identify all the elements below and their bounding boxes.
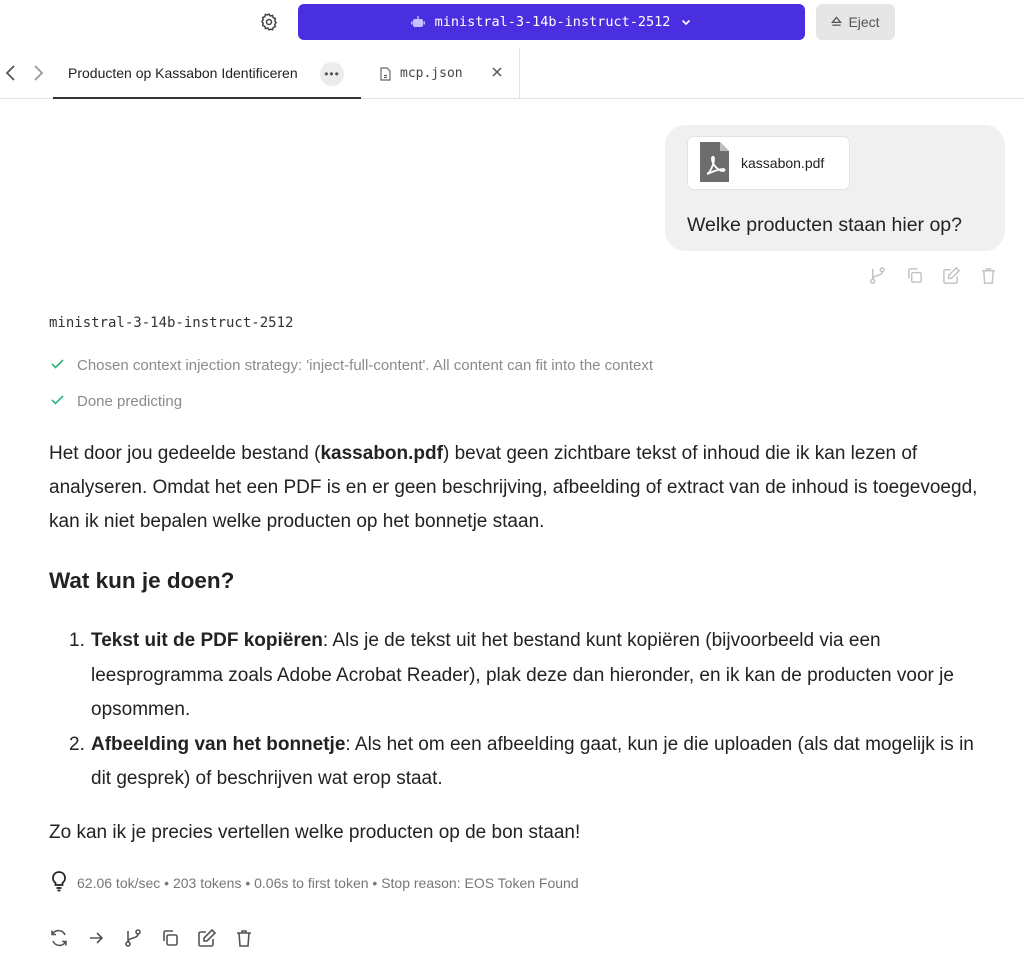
generation-stats — [50, 870, 579, 895]
copy-icon[interactable] — [905, 266, 924, 290]
branch-icon[interactable] — [123, 928, 143, 953]
user-message-actions — [868, 266, 998, 290]
status-step — [50, 392, 182, 411]
eject-button[interactable] — [816, 4, 895, 40]
close-icon[interactable] — [490, 65, 504, 79]
eject-label: Eject — [848, 14, 880, 30]
forward-arrow-icon[interactable] — [31, 64, 45, 82]
filename-bold: kassabon.pdf — [320, 443, 443, 464]
list-item — [49, 728, 989, 797]
attachment-name: kassabon.pdf — [741, 155, 825, 171]
check-icon — [50, 392, 65, 411]
list-item-text: : Als je de tekst uit het bestand kunt kopiëren (bijvoorbeeld via een leesprogramma zoals Adobe Acrobat Reader), plak deze dan hieronder, en ik kan de producten voor je opsommen. — [91, 630, 954, 720]
status-step — [50, 356, 653, 375]
branch-icon[interactable] — [868, 266, 887, 290]
status-text: Chosen context injection strategy: 'inject-full-content'. All content can fit into the context — [77, 357, 654, 374]
answer-closing: Zo kan ik je precies vertellen welke producten op de bon staan! — [49, 822, 581, 843]
regenerate-icon[interactable] — [49, 928, 69, 953]
check-icon — [50, 356, 65, 375]
tab-bar — [0, 48, 1024, 99]
pdf-icon — [698, 141, 731, 186]
list-item-text: : Als het om een afbeelding gaat, kun je die uploaden (als dat mogelijk is in dit gesprek) of beschrijven wat erop staat. — [91, 733, 974, 789]
answer-text: ) bevat geen zichtbare tekst of inhoud die ik kan lezen of analyseren. Omdat het een PDF is en er geen beschrijving, afbeelding of extract van de inhoud is toegevoegd, kan ik niet bepalen welke producten op het bonnetje staan. — [49, 443, 978, 532]
tab-mcp-json[interactable] — [362, 48, 520, 99]
model-selector-label: ministral-3-14b-instruct-2512 — [434, 14, 671, 30]
suggestion-list — [49, 624, 989, 797]
gear-icon[interactable] — [259, 12, 279, 32]
attachment-card[interactable] — [687, 136, 850, 190]
tab-chat[interactable] — [53, 48, 361, 99]
status-text: Done predicting — [77, 393, 183, 410]
tab-label: Producten op Kassabon Identificeren — [68, 64, 298, 81]
answer-heading: Wat kun je doen? — [49, 568, 235, 593]
list-number: 2. — [69, 733, 85, 755]
list-item-title: Tekst uit de PDF kopiëren — [91, 630, 323, 651]
chevron-down-icon — [680, 16, 692, 28]
model-selector-button[interactable] — [298, 4, 805, 40]
user-message-bubble — [665, 125, 1005, 251]
stats-text: 62.06 tok/sec • 203 tokens • 0.06s to first token • Stop reason: EOS Token Found — [77, 874, 579, 891]
trash-icon[interactable] — [979, 266, 998, 290]
more-options-icon[interactable]: ••• — [320, 62, 344, 86]
trash-icon[interactable] — [234, 928, 254, 953]
copy-icon[interactable] — [160, 928, 180, 953]
back-arrow-icon[interactable] — [4, 64, 18, 82]
continue-arrow-icon[interactable] — [86, 928, 106, 953]
lightbulb-icon[interactable] — [50, 870, 68, 895]
eject-icon — [831, 14, 842, 30]
assistant-model-name: ministral-3-14b-instruct-2512 — [49, 315, 294, 331]
edit-icon[interactable] — [942, 266, 961, 290]
tab-label: mcp.json — [400, 66, 463, 81]
edit-icon[interactable] — [197, 928, 217, 953]
list-item — [49, 624, 989, 728]
robot-icon — [411, 16, 425, 28]
answer-paragraph — [49, 437, 989, 539]
top-bar — [0, 0, 1024, 46]
file-icon — [379, 67, 392, 81]
list-number: 1. — [69, 630, 85, 651]
user-message-text: Welke producten staan hier op? — [687, 214, 962, 236]
assistant-message-actions — [49, 928, 254, 953]
list-item-title: Afbeelding van het bonnetje — [91, 733, 346, 755]
answer-text: Het door jou gedeelde bestand ( — [49, 443, 321, 464]
